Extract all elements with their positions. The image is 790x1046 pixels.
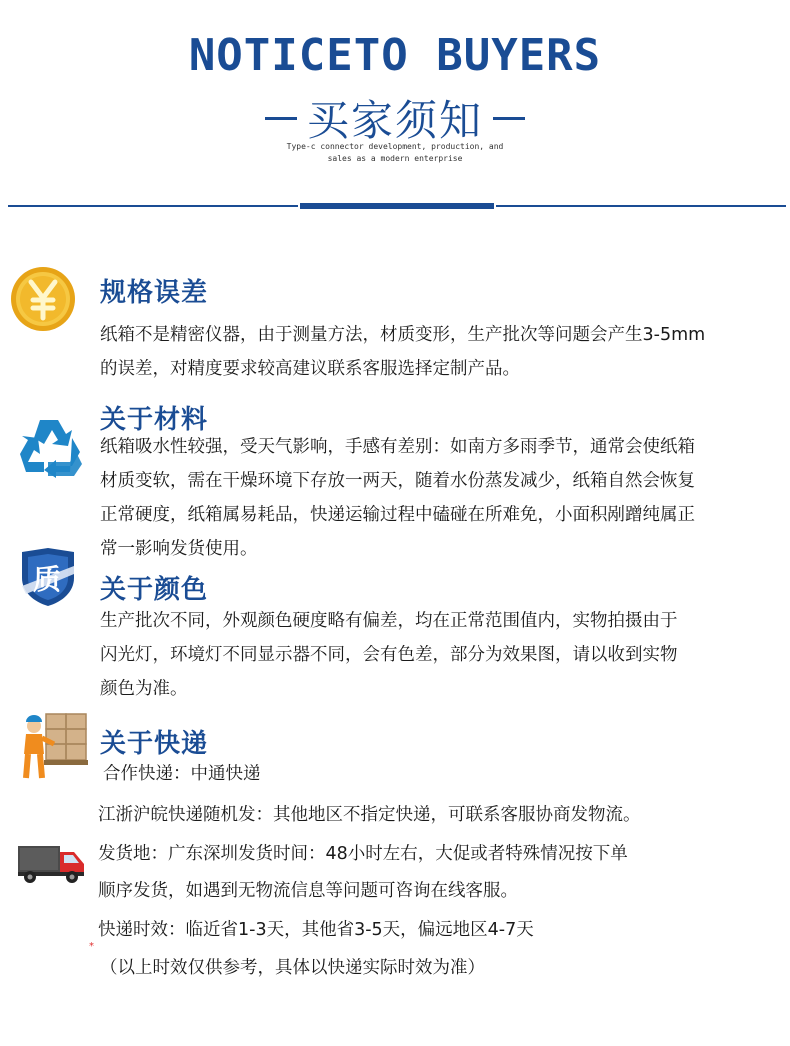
title-chinese: 买家须知 bbox=[306, 96, 483, 145]
express-line-1: 江浙沪皖快递随机发：其他地区不指定快递，可联系客服协商发物流。 bbox=[98, 805, 641, 825]
title-right-dash bbox=[493, 117, 525, 120]
gold-yen-coin-icon bbox=[10, 266, 76, 332]
divider-center bbox=[300, 203, 494, 209]
express-note: （以上时效仅供参考，具体以快递实际时效为准） bbox=[100, 958, 485, 978]
color-heading: 关于颜色 bbox=[100, 575, 209, 605]
title-left-dash bbox=[265, 117, 297, 120]
material-line-3: 正常硬度，纸箱属易耗品，快递运输过程中磕碰在所难免，小面积剐蹭纯属正 bbox=[100, 505, 695, 525]
express-line-4: 快递时效：临近省1-3天，其他省3-5天，偏远地区4-7天 bbox=[98, 920, 534, 940]
express-line-3: 顺序发货，如遇到无物流信息等问题可咨询在线客服。 bbox=[98, 881, 518, 901]
recycle-icon bbox=[14, 414, 86, 482]
express-partner: 合作快递：中通快递 bbox=[103, 764, 261, 784]
divider-right bbox=[496, 205, 786, 207]
title-chinese-row bbox=[0, 88, 790, 148]
material-line-4: 常一影响发货使用。 bbox=[100, 539, 258, 559]
quality-shield-icon bbox=[16, 546, 80, 608]
title-english: NOTICETO BUYERS bbox=[188, 30, 602, 81]
color-line-3: 颜色为准。 bbox=[100, 679, 188, 699]
spec-line-1: 纸箱不是精密仪器，由于测量方法，材质变形，生产批次等问题会产生3-5mm bbox=[100, 325, 706, 345]
material-text bbox=[100, 430, 782, 566]
note-asterisk: * bbox=[89, 941, 94, 952]
color-text bbox=[100, 604, 782, 706]
divider-left bbox=[8, 205, 298, 207]
material-line-2: 材质变软，需在干燥环境下存放一两天，随着水份蒸发减少，纸箱自然会恢复 bbox=[100, 471, 695, 491]
material-heading: 关于材料 bbox=[100, 405, 209, 435]
quality-shield-char: 质 bbox=[33, 563, 62, 596]
express-line-2: 发货地：广东深圳发货时间：48小时左右，大促或者特殊情况按下单 bbox=[98, 844, 628, 864]
material-line-1: 纸箱吸水性较强，受天气影响，手感有差别：如南方多雨季节，通常会使纸箱 bbox=[100, 437, 695, 457]
delivery-truck-icon bbox=[16, 842, 86, 884]
express-heading: 关于快递 bbox=[100, 729, 209, 759]
worker-with-boxes-icon bbox=[16, 708, 90, 782]
color-line-2: 闪光灯，环境灯不同显示器不同，会有色差，部分为效果图，请以收到实物 bbox=[100, 645, 678, 665]
subtitle-line-1: Type-c connector development, production, and bbox=[286, 142, 504, 151]
color-line-1: 生产批次不同，外观颜色硬度略有偏差，均在正常范围值内，实物拍摄由于 bbox=[100, 611, 678, 631]
spec-text bbox=[100, 318, 782, 386]
subtitle-line-2: sales as a modern enterprise bbox=[327, 154, 463, 163]
spec-heading: 规格误差 bbox=[100, 278, 209, 308]
title-subtitle bbox=[245, 141, 545, 165]
spec-line-2: 的误差，对精度要求较高建议联系客服选择定制产品。 bbox=[100, 359, 520, 379]
